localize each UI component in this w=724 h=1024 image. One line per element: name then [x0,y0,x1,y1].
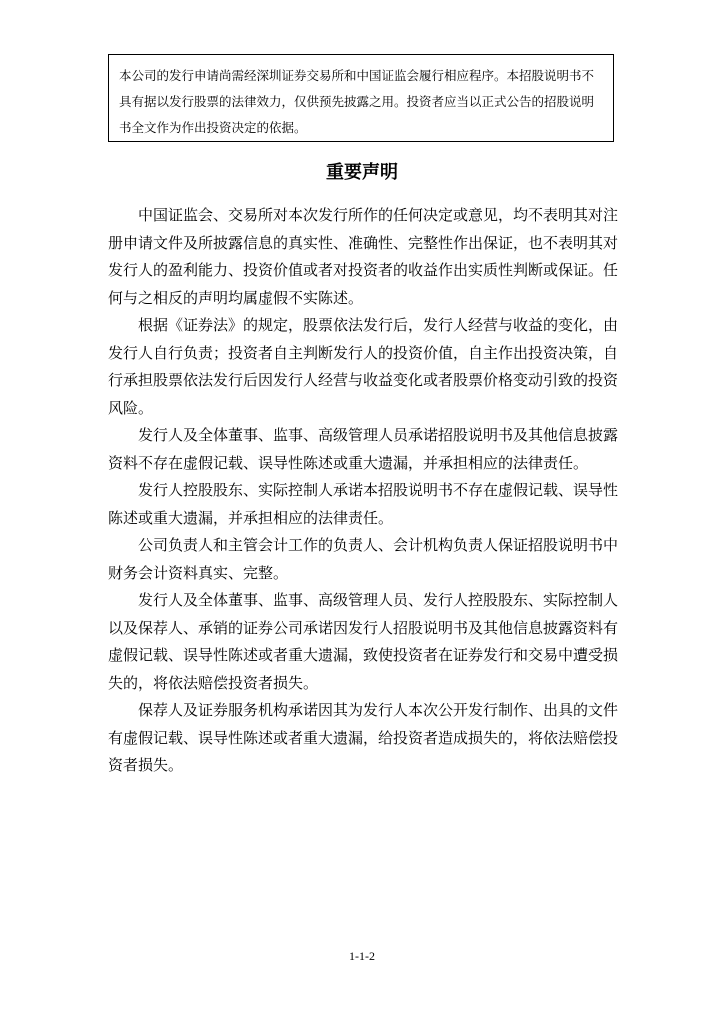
statement-paragraph: 根据《证券法》的规定，股票依法发行后，发行人经营与收益的变化，由发行人自行负责；投资者自主判断发行人的投资价值，自主作出投资决策，自行承担股票依法发行后因发行人经营与收益变化或者股票价格变动引致的投资风险。 [108,316,619,417]
statement-paragraph: 发行人及全体董事、监事、高级管理人员承诺招股说明书及其他信息披露资料不存在虚假记载、误导性陈述或重大遗漏，并承担相应的法律责任。 [108,426,619,472]
statement-paragraph: 发行人及全体董事、监事、高级管理人员、发行人控股股东、实际控制人以及保荐人、承销的证券公司承诺因发行人招股说明书及其他信息披露资料有虚假记载、误导性陈述或者重大遗漏，致使投资者在证券发行和交易中遭受损失的，将依法赔偿投资者损失。 [108,591,619,692]
statement-body [108,202,618,780]
page-number: 1-1-2 [349,949,375,963]
preliminary-disclosure-notice: 本公司的发行申请尚需经深圳证券交易所和中国证监会履行相应程序。本招股说明书不具有据以发行股票的法律效力，仅供预先披露之用。投资者应当以正式公告的招股说明书全文作为作出投资决定的依据。 [108,54,614,142]
page-title: 重要声明 [326,162,398,183]
statement-paragraph: 中国证监会、交易所对本次发行所作的任何决定或意见，均不表明其对注册申请文件及所披露信息的真实性、准确性、完整性作出保证，也不表明其对发行人的盈利能力、投资价值或者对投资者的收益作出实质性判断或保证。任何与之相反的声明均属虚假不实陈述。 [108,206,619,307]
statement-paragraph: 保荐人及证券服务机构承诺因其为发行人本次公开发行制作、出具的文件有虚假记载、误导性陈述或者重大遗漏，给投资者造成损失的，将依法赔偿投资者损失。 [108,701,619,774]
statement-paragraph: 发行人控股股东、实际控制人承诺本招股说明书不存在虚假记载、误导性陈述或重大遗漏，并承担相应的法律责任。 [108,481,619,527]
statement-paragraph: 公司负责人和主管会计工作的负责人、会计机构负责人保证招股说明书中财务会计资料真实、完整。 [108,536,619,582]
